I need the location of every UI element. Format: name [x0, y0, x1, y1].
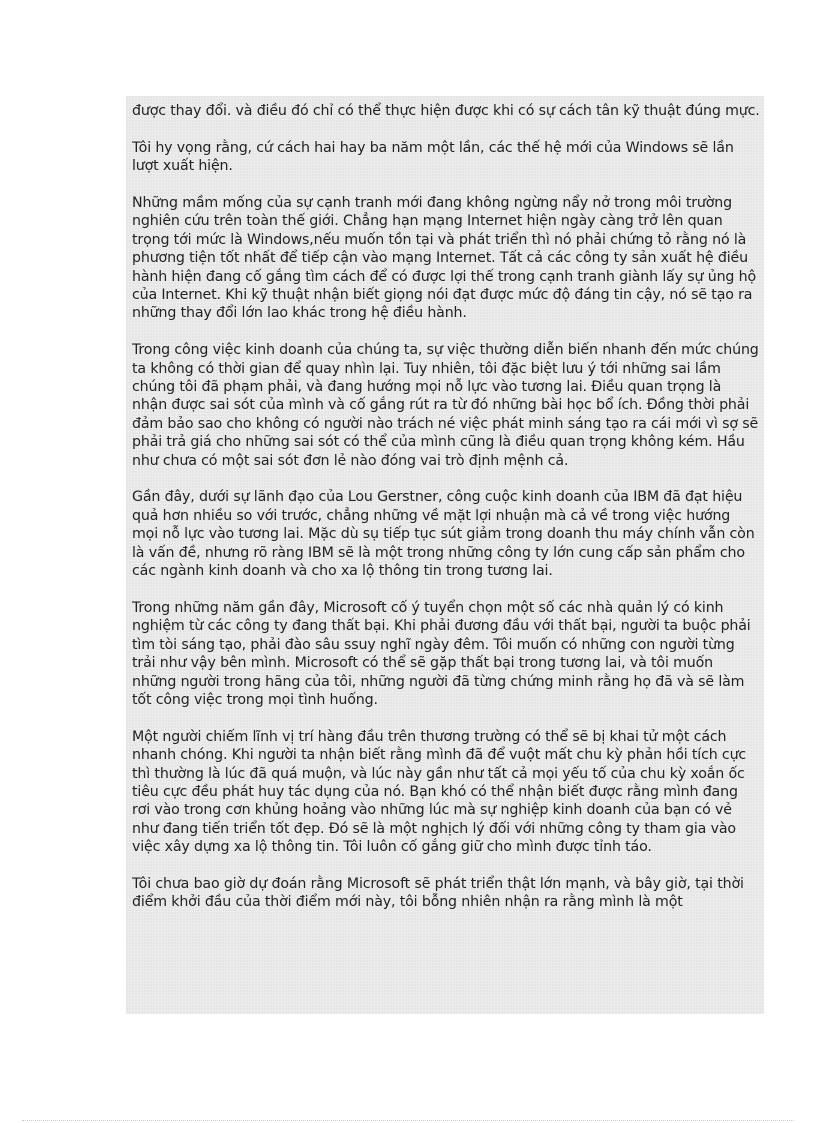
paragraph-7: Một người chiếm lĩnh vị trí hàng đầu trên thương trường có thể sẽ bị khai tử một cách nhanh chóng. Khi người ta nhận biết rằng mình đã để vuột mất chu kỳ phản hồi tích cực thì thường là lúc đã quá muộn, và lúc này gần như tất cả mọi yếu tố của chu kỳ xoắn ốc tiêu cực đều phát huy tác dụng của nó. Bạn khó có thể nhận biết được rằng mình đang rơi vào trong cơn khủng hoảng vào những lúc mà sự nghiệp kinh doanh của bạn có vẻ như đang tiến triển tốt đẹp. Đó sẽ là một nghịch lý đối với những công ty tham gia vào việc xây dựng xa lộ thông tin. Tôi luôn cố gắng giữ cho mình được tỉnh táo.: [132, 728, 747, 856]
paragraph-4: Trong công việc kinh doanh của chúng ta, sự việc thường diễn biến nhanh đến mức chúng ta không có thời gian để quay nhìn lại. Tuy nhiên, tôi đặc biệt lưu ý tới những sai lầm chúng tôi đã phạm phải, và đang hướng mọi nỗ lực vào tương lai. Điều quan trọng là nhận được sai sót của mình và cố gắng rút ra từ đó những bài học bổ ích. Đồng thời phải đảm bảo sao cho không có người nào trách né việc phát minh sáng tạo ra cái mới vì sợ sẽ phải trả giá cho những sai sót có thể của mình cũng là điều quan trọng không kém. Hầu như chưa có một sai sót đơn lẻ nào đóng vai trò định mệnh cả.: [132, 342, 759, 469]
paragraph-8: Tôi chưa bao giờ dự đoán rằng Microsoft sẽ phát triển thật lớn mạnh, và bây giờ, tại thời điểm khởi đầu của thời điểm mới này, tôi bỗng nhiên nhận ra rằng mình là một: [132, 875, 744, 911]
paragraph-2: Tôi hy vọng rằng, cứ cách hai hay ba năm một lần, các thế hệ mới của Windows sẽ lần lượt xuất hiện.: [132, 139, 734, 175]
document-text-area: [126, 96, 764, 1014]
paragraph-1: được thay đổi. và điều đó chỉ có thể thực hiện được khi có sự cách tân kỹ thuật đúng mực.: [132, 103, 760, 119]
paragraph-6: Trong những năm gần đây, Microsoft cố ý tuyển chọn một số các nhà quản lý có kinh nghiệm từ các công ty đang thất bại. Khi phải đương đầu với thất bại, người ta buộc phải tìm tòi sáng tạo, phải đào sâu ssuy nghĩ ngày đêm. Tôi muốn có những con người từng trải như vậy bên mình. Microsoft có thể sẽ gặp thất bại trong tương lai, và tôi muốn những người trong hãng của tôi, những người đã từng chứng minh rằng họ đã và sẽ làm tốt công việc trong mọi tình huống.: [132, 599, 751, 708]
paragraph-3: Những mầm mống của sự cạnh tranh mới đang không ngừng nẩy nở trong môi trường nghiên cứu trên toàn thế giới. Chẳng hạn mạng Internet hiện ngày càng trở lên quan trọng tới mức là Windows,nếu muốn tồn tại và phát triển thì nó phải chứng tỏ rằng nó là phương tiện tốt nhất để tiếp cận vào mạng Internet. Tất cả các công ty sản xuất hệ điều hành hiện đang cố gắng tìm cách để có được lợi thế trong cạnh tranh giành lấy sự ủng hộ của Internet. Khi kỹ thuật nhận biết giọng nói đạt được mức độ đáng tin cậy, nó sẽ tạo ra những thay đổi lớn lao khác trong hệ điều hành.: [132, 195, 757, 322]
paragraph-5: Gần đây, dưới sự lãnh đạo của Lou Gerstner, công cuộc kinh doanh của IBM đã đạt hiệu quả hơn nhiều so với trước, chẳng những về mặt lợi nhuận mà cả về trong việc hướng mọi nỗ lực vào tương lai. Mặc dù sụ tiếp tục sút giảm trong doanh thu máy chính vẫn còn là vấn đề, nhưng rõ ràng IBM sẽ là một trong những công ty lớn cung cấp sản phẩm cho các ngành kinh doanh và cho xa lộ thông tin trong tương lai.: [132, 489, 755, 580]
document-body: [126, 96, 764, 912]
page-bottom-divider: [22, 1120, 794, 1121]
